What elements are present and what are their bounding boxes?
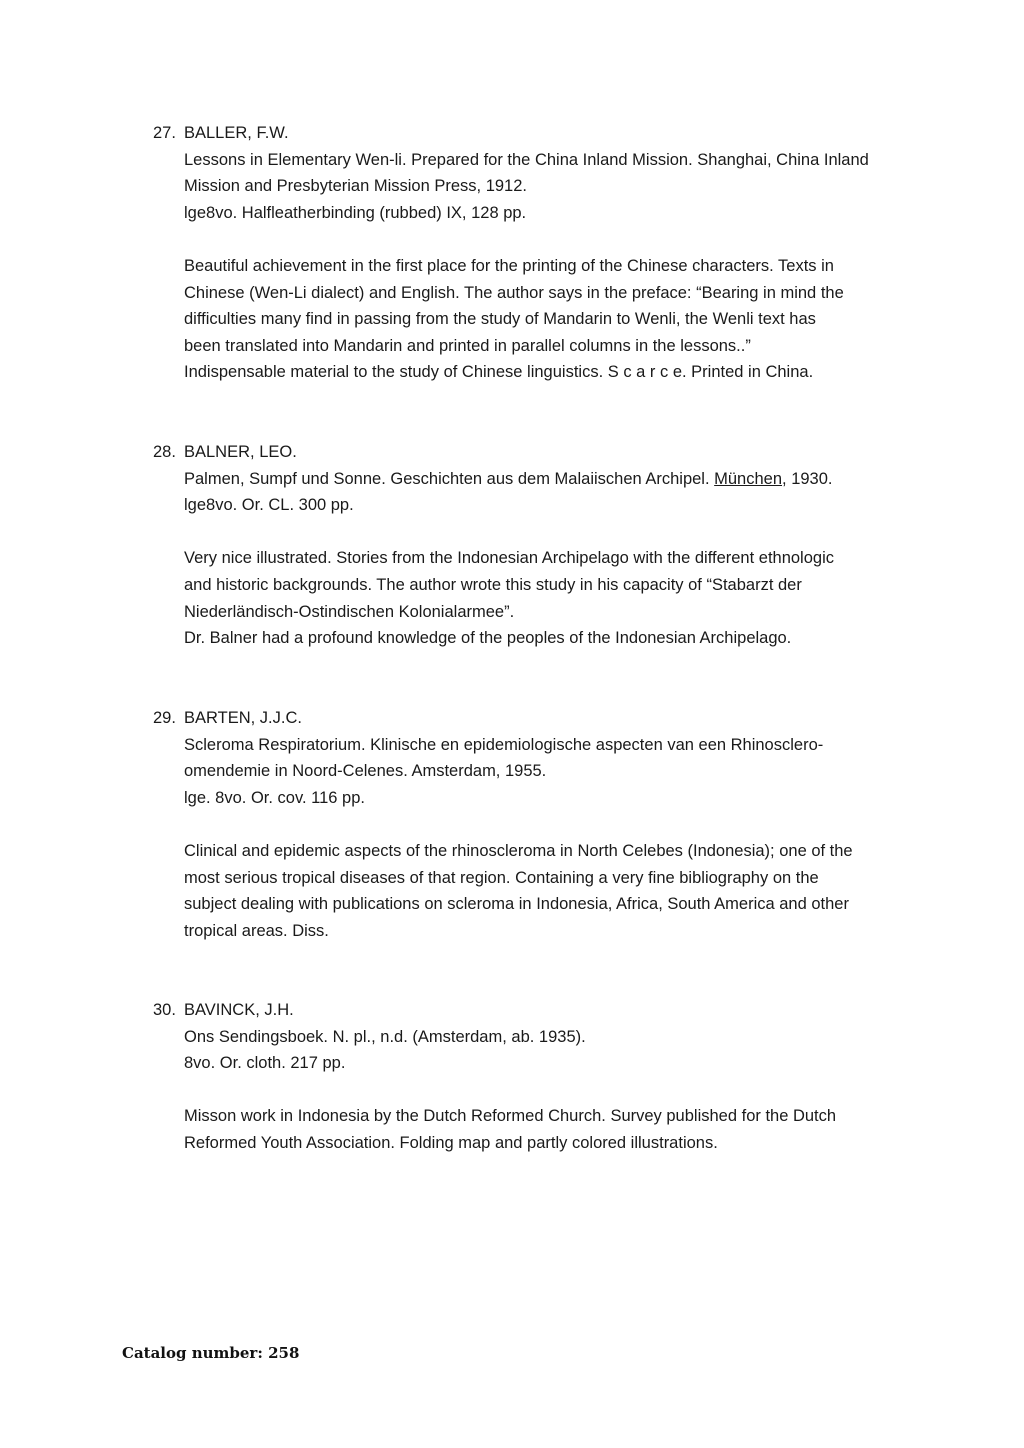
entry-description-line: subject dealing with publications on scleroma in Indonesia, Africa, South America and other: [184, 895, 849, 914]
entry-number: 27.: [153, 124, 176, 142]
entry-description-line: Misson work in Indonesia by the Dutch Reformed Church. Survey published for the Dutch: [184, 1107, 837, 1126]
entry-body: [184, 997, 914, 1157]
entry-title-line: Lessons in Elementary Wen-li. Prepared for the China Inland Mission. Shanghai, China Inland: [184, 150, 869, 169]
entry-author: BAVINCK, J.H.: [184, 1001, 294, 1019]
entry-number: 29.: [153, 709, 176, 727]
entry-description-line: been translated into Mandarin and printed in parallel columns in the lessons..”: [184, 336, 751, 355]
entry-description-line: Indispensable material to the study of Chinese linguistics. S c a r c e. Printed in China.: [184, 363, 814, 382]
catalog-number-footer: Catalog number: 258: [122, 1344, 300, 1362]
title-text: , 1930.: [782, 469, 833, 488]
entry-description-line: Very nice illustrated. Stories from the Indonesian Archipelago with the different ethnologic: [184, 549, 834, 568]
entry-author: BARTEN, J.J.C.: [184, 709, 302, 727]
entry-description-line: Niederländisch-Ostindischen Kolonialarmee”.: [184, 602, 515, 621]
entry-title-line: Ons Sendingsboek. N. pl., n.d. (Amsterdam, ab. 1935).: [184, 1027, 586, 1046]
entry-title-line: [184, 466, 914, 493]
entry-number: 30.: [153, 1001, 176, 1019]
entry-description-line: Beautiful achievement in the first place for the printing of the Chinese characters. Texts in: [184, 256, 834, 275]
entry-description-line: and historic backgrounds. The author wrote this study in his capacity of “Stabarzt der: [184, 575, 802, 594]
entry-description-line: difficulties many find in passing from the study of Mandarin to Wenli, the Wenli text has: [184, 310, 816, 329]
entry-description-line: Reformed Youth Association. Folding map and partly colored illustrations.: [184, 1133, 718, 1152]
entry-number: 28.: [153, 443, 176, 461]
title-text: Palmen, Sumpf und Sonne. Geschichten aus dem Malaiischen Archipel.: [184, 469, 715, 488]
entry-body: [184, 705, 914, 944]
entry-author: BALLER, F.W.: [184, 124, 289, 142]
entry-body: [184, 120, 914, 386]
entry-format: lge8vo. Or. CL. 300 pp.: [184, 496, 354, 515]
entry-body: [184, 439, 914, 652]
entry-format: lge8vo. Halfleatherbinding (rubbed) IX, 128 pp.: [184, 203, 527, 222]
entry-title-line: Scleroma Respiratorium. Klinische en epidemiologische aspecten van een Rhinosclero-: [184, 735, 824, 754]
entry-description-line: Chinese (Wen-Li dialect) and English. The author says in the preface: “Bearing in mind the: [184, 283, 844, 302]
entry-description-line: Dr. Balner had a profound knowledge of the peoples of the Indonesian Archipelago.: [184, 629, 792, 648]
entry-title-line: omendemie in Noord-Celenes. Amsterdam, 1955.: [184, 762, 547, 781]
entry-format: 8vo. Or. cloth. 217 pp.: [184, 1054, 346, 1073]
entry-title-line: Mission and Presbyterian Mission Press, 1912.: [184, 177, 527, 196]
entry-description-line: tropical areas. Diss.: [184, 921, 329, 940]
entry-format: lge. 8vo. Or. cov. 116 pp.: [184, 788, 365, 807]
entry-description-line: most serious tropical diseases of that region. Containing a very fine bibliography on the: [184, 868, 819, 887]
entry-description-line: Clinical and epidemic aspects of the rhinoscleroma in North Celebes (Indonesia); one of the: [184, 841, 853, 860]
entry-author: BALNER, LEO.: [184, 443, 297, 461]
place-link[interactable]: München: [714, 469, 783, 488]
